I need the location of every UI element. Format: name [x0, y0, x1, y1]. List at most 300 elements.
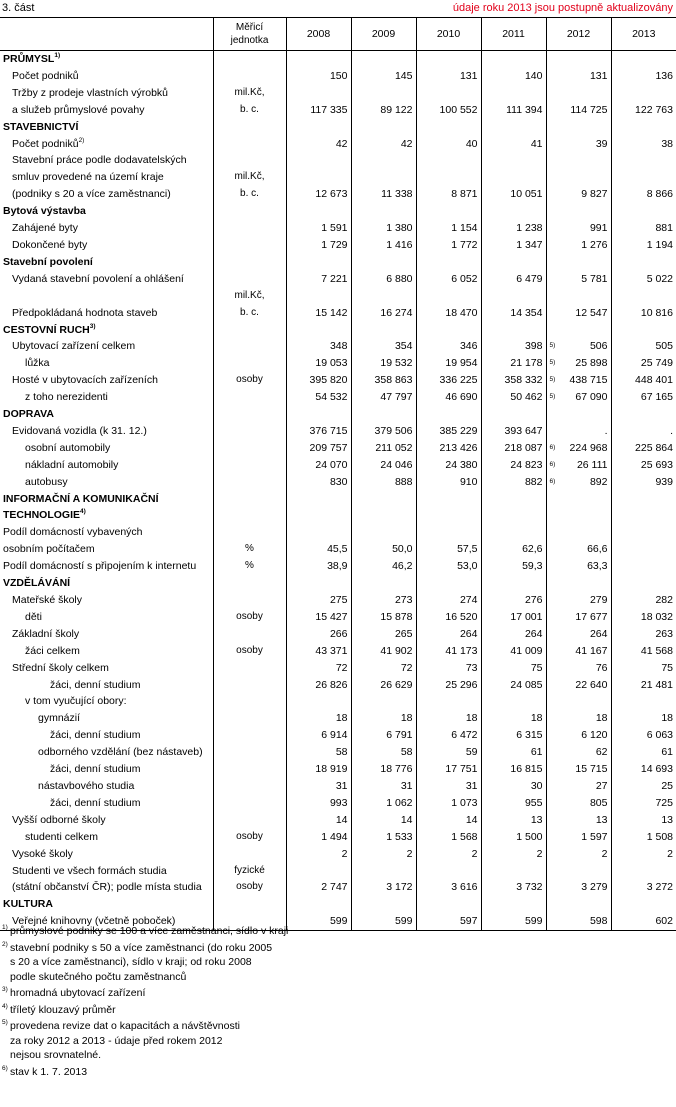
- value-text: 50,0: [392, 543, 413, 556]
- value-cell: [286, 322, 351, 339]
- row-label: [0, 592, 213, 609]
- row-label-text: Střední školy celkem: [12, 661, 109, 674]
- value-cell: [481, 524, 546, 541]
- value-cell: [416, 237, 481, 254]
- header-year: 2009: [351, 18, 416, 51]
- value-cell: [546, 322, 611, 339]
- value-text: 448 401: [635, 374, 673, 387]
- table-body: [0, 51, 676, 931]
- value-text: 6 063: [646, 729, 673, 742]
- unit-cell: [213, 220, 286, 237]
- footnote-text: nejsou srovnatelné.: [10, 1049, 102, 1061]
- row-label: [0, 372, 213, 389]
- value-text: 1 533: [386, 830, 413, 843]
- row-label-text: studenti celkem: [25, 830, 98, 843]
- row-label: [0, 626, 213, 643]
- value-text: 100 552: [439, 103, 478, 116]
- table-row: [0, 68, 676, 85]
- value-text: 19 053: [315, 357, 348, 370]
- footnote-marker: 2): [2, 940, 8, 948]
- value-text: 1 062: [386, 796, 413, 809]
- row-label: [0, 338, 213, 355]
- row-label: [0, 423, 213, 440]
- value-text: 211 052: [375, 441, 413, 454]
- value-cell: [481, 592, 546, 609]
- value-text: 61: [530, 746, 543, 759]
- value-text: 41 167: [575, 644, 608, 657]
- value-cell: [351, 474, 416, 491]
- footnote-text: hromadná ubytovací zařízení: [10, 987, 146, 999]
- row-label-text: Evidovaná vozidla (k 31. 12.): [12, 424, 147, 437]
- value-text: 22 640: [575, 678, 608, 691]
- footnote: [2, 924, 602, 939]
- value-cell: [351, 85, 416, 102]
- row-label: [0, 693, 213, 710]
- unit-cell: [213, 727, 286, 744]
- value-cell: [481, 254, 546, 271]
- value-cell: [611, 795, 676, 812]
- value-cell: [481, 203, 546, 220]
- value-cell: [546, 406, 611, 423]
- value-cell: [481, 119, 546, 136]
- value-cell: [611, 507, 676, 524]
- value-text: 140: [524, 69, 543, 82]
- row-label: [0, 710, 213, 727]
- value-cell: [546, 524, 611, 541]
- value-cell: [546, 389, 611, 406]
- value-cell: [286, 592, 351, 609]
- value-text: 58: [400, 746, 413, 759]
- footnote: [2, 1065, 602, 1080]
- value-cell: [546, 863, 611, 880]
- value-cell: [416, 338, 481, 355]
- row-label: [0, 727, 213, 744]
- value-text: 6 120: [581, 729, 608, 742]
- value-cell: [611, 474, 676, 491]
- value-cell: [546, 626, 611, 643]
- value-cell: [351, 305, 416, 322]
- value-text: 725: [655, 796, 673, 809]
- value-cell: [416, 51, 481, 68]
- row-label: [0, 220, 213, 237]
- unit-cell: [213, 626, 286, 643]
- value-cell: [481, 693, 546, 710]
- value-text: 26 111: [576, 458, 608, 471]
- value-text: 53,0: [457, 560, 478, 573]
- value-cell: [286, 474, 351, 491]
- footnote-text: stavební podniky s 50 a více zaměstnanci (do roku 2005: [10, 941, 273, 954]
- value-cell: [481, 152, 546, 169]
- value-cell: [286, 136, 351, 153]
- table-row: [0, 863, 676, 880]
- table-row: [0, 677, 676, 694]
- header-year: 2008: [286, 18, 351, 51]
- value-text: 276: [524, 594, 543, 606]
- value-cell: [546, 440, 611, 457]
- value-cell: [416, 626, 481, 643]
- value-text: 75: [661, 661, 673, 674]
- value-cell: [546, 474, 611, 491]
- value-cell: [286, 220, 351, 237]
- row-label: [0, 68, 213, 85]
- value-cell: [546, 660, 611, 677]
- value-text: 25: [661, 779, 673, 792]
- unit-cell: %: [213, 541, 286, 558]
- value-text: 275: [329, 594, 348, 606]
- value-cell: [416, 169, 481, 186]
- value-cell: [351, 879, 416, 896]
- value-cell: [481, 102, 546, 119]
- row-label-text: INFORMAČNÍ A KOMUNIKAČNÍ: [3, 492, 159, 505]
- value-text: 41 568: [640, 644, 673, 657]
- row-label-text: Zahájené byty: [12, 222, 78, 235]
- value-text: 264: [524, 627, 543, 640]
- value-text: 12 673: [315, 188, 348, 201]
- value-text: 31: [400, 779, 413, 792]
- value-text: 354: [394, 340, 413, 353]
- value-text: 58: [335, 746, 348, 759]
- unit-cell: [213, 423, 286, 440]
- value-cell: [546, 829, 611, 846]
- value-cell: [546, 220, 611, 237]
- value-text: 41: [530, 137, 543, 150]
- value-text: 939: [655, 475, 673, 488]
- unit-cell: mil.Kč,: [213, 169, 286, 186]
- value-text: 16 520: [445, 610, 478, 623]
- value-text: 14 693: [640, 763, 673, 776]
- value-cell: [351, 169, 416, 186]
- value-cell: [286, 575, 351, 592]
- value-cell: [416, 288, 481, 305]
- value-text: 3 172: [386, 881, 413, 894]
- value-text: 6 880: [386, 272, 413, 285]
- value-cell: [351, 152, 416, 169]
- row-label: [0, 152, 213, 169]
- value-text: 3 732: [516, 881, 543, 894]
- value-cell: [611, 609, 676, 626]
- unit-cell: fyzické: [213, 863, 286, 880]
- value-text: 39: [595, 137, 608, 150]
- value-cell: [351, 761, 416, 778]
- value-cell: [286, 727, 351, 744]
- value-text: 89 122: [380, 103, 413, 116]
- value-cell: [611, 254, 676, 271]
- value-text: 42: [400, 137, 413, 150]
- value-cell: [611, 693, 676, 710]
- value-text: 150: [329, 69, 348, 82]
- unit-cell: [213, 152, 286, 169]
- value-text: 1 591: [321, 222, 348, 235]
- value-text: 265: [394, 627, 413, 640]
- value-cell: [351, 643, 416, 660]
- value-cell: [351, 102, 416, 119]
- value-cell: [351, 203, 416, 220]
- value-text: 279: [589, 594, 608, 606]
- row-label: [0, 524, 213, 541]
- value-text: 75: [530, 661, 543, 674]
- section-title: [0, 507, 213, 524]
- value-cell: [351, 863, 416, 880]
- value-text: 25 749: [640, 357, 673, 370]
- value-cell: [611, 778, 676, 795]
- value-text: 40: [465, 137, 478, 150]
- row-label-text: nástavbového studia: [38, 779, 135, 792]
- value-text: 3 616: [451, 881, 478, 894]
- row-label-text: Stavební povolení: [3, 255, 93, 268]
- value-text: 30: [530, 779, 543, 792]
- value-cell: [416, 254, 481, 271]
- row-label-text: Vyšší odborné školy: [12, 813, 106, 826]
- value-cell: [611, 812, 676, 829]
- value-text: 17 001: [510, 610, 543, 623]
- unit-cell: [213, 68, 286, 85]
- value-text: 379 506: [374, 424, 413, 437]
- value-text: 14: [465, 813, 478, 826]
- value-text: 26 826: [315, 678, 348, 691]
- value-text: 21 481: [640, 678, 673, 691]
- section-title: [0, 254, 213, 271]
- value-cell: [351, 677, 416, 694]
- value-cell: [416, 896, 481, 913]
- value-cell: [546, 795, 611, 812]
- value-cell: [546, 254, 611, 271]
- row-label-text: DOPRAVA: [3, 408, 54, 421]
- value-cell: [546, 119, 611, 136]
- row-label-text: Počet podniků: [12, 69, 79, 82]
- value-cell: [481, 322, 546, 339]
- value-cell: [286, 507, 351, 524]
- value-cell: [351, 372, 416, 389]
- unit-cell: [213, 338, 286, 355]
- value-cell: [416, 863, 481, 880]
- row-label-text: Ubytovací zařízení celkem: [12, 340, 136, 353]
- value-cell: [351, 693, 416, 710]
- value-cell: [481, 68, 546, 85]
- section-row: [0, 51, 676, 68]
- row-label: [0, 457, 213, 474]
- row-label: [0, 237, 213, 254]
- value-cell: [286, 119, 351, 136]
- value-text: 393 647: [504, 424, 543, 437]
- value-cell: [611, 491, 676, 508]
- value-text: 41 173: [445, 644, 478, 657]
- row-label-text: Vysoké školy: [12, 847, 73, 860]
- table-row: [0, 643, 676, 660]
- section-row: [0, 254, 676, 271]
- value-text: .: [670, 424, 673, 437]
- value-cell: [351, 237, 416, 254]
- unit-cell: [213, 710, 286, 727]
- table-row: [0, 710, 676, 727]
- value-cell: [611, 102, 676, 119]
- table-row: [0, 355, 676, 372]
- value-text: 395 820: [309, 374, 348, 387]
- value-cell: [416, 761, 481, 778]
- value-cell: [416, 693, 481, 710]
- section-row: [0, 119, 676, 136]
- value-text: 14 354: [510, 306, 543, 319]
- section-title: [0, 896, 213, 913]
- value-cell: [611, 660, 676, 677]
- value-cell: [351, 626, 416, 643]
- value-text: 18 470: [445, 306, 478, 319]
- value-text: 13: [530, 813, 543, 826]
- value-cell: [286, 372, 351, 389]
- value-cell: [546, 51, 611, 68]
- value-cell: [286, 51, 351, 68]
- value-cell: [286, 305, 351, 322]
- value-text: 5 022: [646, 272, 673, 285]
- footnote-ref: 5): [549, 342, 556, 350]
- row-label-text: Základní školy: [12, 627, 80, 640]
- value-text: 2: [471, 847, 478, 860]
- value-cell: [611, 863, 676, 880]
- value-cell: [351, 575, 416, 592]
- value-cell: [286, 744, 351, 761]
- value-cell: [416, 592, 481, 609]
- value-text: 830: [329, 475, 348, 488]
- row-label: [0, 541, 213, 558]
- section-row: [0, 322, 676, 339]
- value-cell: [416, 440, 481, 457]
- value-cell: [546, 677, 611, 694]
- value-text: 213 426: [439, 441, 478, 454]
- row-label: [0, 389, 213, 406]
- value-text: 385 229: [439, 424, 478, 437]
- value-text: 17 677: [575, 610, 608, 623]
- value-cell: [611, 896, 676, 913]
- value-cell: [416, 389, 481, 406]
- value-text: 11 338: [381, 188, 413, 201]
- value-text: 59: [465, 746, 478, 759]
- footnote-ref: 6): [549, 477, 556, 485]
- row-label: [0, 660, 213, 677]
- value-cell: [611, 558, 676, 575]
- table-row: [0, 812, 676, 829]
- value-text: 15 142: [315, 306, 348, 319]
- value-text: 18 032: [640, 610, 673, 623]
- value-cell: [416, 710, 481, 727]
- value-text: 31: [335, 779, 348, 792]
- row-label-text: Podíl domácností vybavených: [3, 526, 143, 539]
- value-cell: [351, 271, 416, 288]
- row-label-text: osobní automobily: [25, 441, 111, 454]
- value-cell: [481, 896, 546, 913]
- value-text: 122 763: [635, 103, 673, 116]
- value-text: 16 274: [380, 306, 413, 319]
- table-row: [0, 305, 676, 322]
- unit-cell: [213, 119, 286, 136]
- value-text: 18: [661, 712, 673, 725]
- value-cell: [481, 829, 546, 846]
- value-cell: [351, 406, 416, 423]
- value-cell: [416, 305, 481, 322]
- table-row: [0, 879, 676, 896]
- value-cell: [611, 271, 676, 288]
- value-cell: [611, 829, 676, 846]
- value-cell: [481, 575, 546, 592]
- value-text: 2: [601, 847, 608, 860]
- value-cell: [351, 507, 416, 524]
- value-text: 41 902: [380, 644, 413, 657]
- value-text: 50 462: [510, 391, 543, 404]
- unit-cell: [213, 761, 286, 778]
- table-row: [0, 609, 676, 626]
- row-label: [0, 85, 213, 102]
- table-row: [0, 846, 676, 863]
- value-cell: [351, 440, 416, 457]
- footnote-text: provedena revize dat o kapacitách a návštěvnosti: [10, 1020, 240, 1032]
- value-cell: [611, 440, 676, 457]
- footnote: [2, 941, 602, 985]
- value-cell: [286, 237, 351, 254]
- unit-cell: [213, 474, 286, 491]
- value-cell: [416, 322, 481, 339]
- table-row: [0, 102, 676, 119]
- row-label-text: STAVEBNICTVÍ: [3, 120, 79, 133]
- value-text: 348: [329, 340, 348, 353]
- header-year: 2012: [546, 18, 611, 51]
- value-text: 19 954: [445, 357, 478, 370]
- value-cell: [351, 846, 416, 863]
- value-text: 10 051: [510, 188, 543, 201]
- value-cell: [351, 119, 416, 136]
- value-cell: [416, 507, 481, 524]
- table-row: [0, 457, 676, 474]
- value-cell: [286, 203, 351, 220]
- value-cell: [481, 761, 546, 778]
- unit-cell: [213, 440, 286, 457]
- value-cell: [481, 169, 546, 186]
- value-cell: [286, 338, 351, 355]
- value-cell: [351, 660, 416, 677]
- table-header-row: [0, 18, 676, 51]
- value-cell: [546, 491, 611, 508]
- value-cell: [416, 643, 481, 660]
- value-text: 599: [394, 915, 413, 928]
- value-cell: [416, 558, 481, 575]
- row-label: [0, 761, 213, 778]
- value-cell: [416, 812, 481, 829]
- value-text: 38,9: [327, 560, 348, 573]
- value-cell: [481, 474, 546, 491]
- value-cell: [351, 524, 416, 541]
- value-text: 63,3: [587, 560, 608, 573]
- unit-cell: [213, 406, 286, 423]
- value-cell: [286, 355, 351, 372]
- value-text: 26 629: [380, 678, 413, 691]
- value-cell: [481, 220, 546, 237]
- value-cell: [286, 169, 351, 186]
- value-cell: [416, 85, 481, 102]
- value-text: 27: [595, 779, 608, 792]
- value-cell: [546, 727, 611, 744]
- value-cell: [416, 203, 481, 220]
- row-label: [0, 474, 213, 491]
- value-cell: [416, 152, 481, 169]
- row-label-text: (státní občanství ČR); podle místa studia: [12, 881, 202, 894]
- value-text: 224 968: [569, 441, 608, 454]
- value-cell: [481, 338, 546, 355]
- value-text: 991: [589, 222, 608, 235]
- footnote-text: stav k 1. 7. 2013: [10, 1065, 88, 1078]
- value-cell: [351, 795, 416, 812]
- value-text: 892: [589, 475, 608, 488]
- value-cell: [416, 355, 481, 372]
- value-cell: [481, 660, 546, 677]
- value-text: 13: [595, 813, 608, 826]
- value-text: 881: [655, 222, 673, 235]
